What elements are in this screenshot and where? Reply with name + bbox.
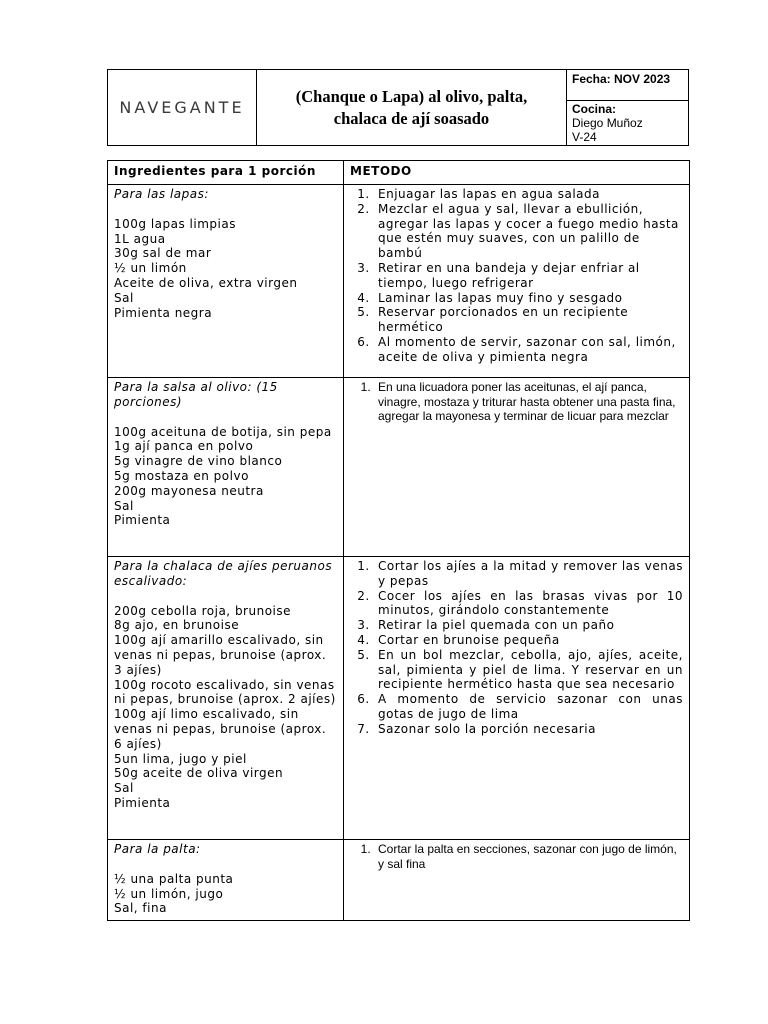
logo-cell (108, 70, 257, 145)
method-step: 1. Enjuagar las lapas en agua salada (374, 187, 683, 202)
ingredient-item: 100g ají limo escalivado, sin venas ni pepas, brunoise (aprox. 6 ajíes) (114, 707, 327, 751)
version-label: V-24 (572, 130, 597, 144)
date-field: Fecha: NOV 2023 (567, 70, 688, 101)
section-title: Para las lapas: (114, 187, 209, 201)
method-step: 3. Retirar la piel quemada con un paño (374, 618, 683, 633)
ingredient-item: 1g ají panca en polvo (114, 439, 254, 454)
ingredient-item: ½ una palta punta (114, 871, 234, 886)
ingredient-item: 5g vinagre de vino blanco (114, 454, 283, 469)
method-cell (344, 557, 690, 840)
method-step: 3. Retirar en una bandeja y dejar enfriar al tiempo, luego refrigerar (374, 261, 683, 291)
brand-logo: NAVEGANTE (119, 98, 245, 117)
method-cell (344, 378, 690, 557)
title-cell (257, 70, 567, 145)
ingredient-item: Sal (114, 781, 134, 796)
method-step: 5. Reservar porcionados en un recipiente hermético (374, 305, 683, 335)
ingredients-cell (108, 557, 344, 840)
meta-cell (567, 70, 688, 145)
method-step: 2. Cocer los ajíes en las brasas vivas por 10 minutos, girándolo constantemente (374, 589, 683, 619)
section-row-salsa-olivo (108, 378, 690, 557)
ingredient-item: Pimienta (114, 795, 171, 810)
ingredient-item: ½ un limón (114, 261, 187, 276)
ingredient-item: 200g cebolla roja, brunoise (114, 603, 292, 618)
method-step: 6. A momento de servicio sazonar con unas gotas de jugo de lima (374, 692, 683, 722)
ingredients-cell (108, 840, 344, 921)
method-step: 1. Cortar la palta en secciones, sazonar con jugo de limón, y sal fina (374, 842, 683, 871)
ingredient-item: 100g aceituna de botija, sin pepa (114, 424, 332, 439)
method-step: 1. En una licuadora poner las aceitunas, el ají panca, vinagre, mostaza y triturar hasta obtener una pasta fina, agregar la mayonesa y terminar de licuar para mezclar (374, 380, 683, 424)
method-steps (350, 842, 683, 871)
ingredients-cell (108, 378, 344, 557)
method-steps (350, 559, 683, 737)
ingredient-item: Sal (114, 290, 134, 305)
section-row-palta (108, 840, 690, 921)
table-header-row (108, 161, 690, 185)
section-title: Para la salsa al olivo: (15 porciones) (114, 380, 278, 409)
ingredient-item: 5un lima, jugo y piel (114, 751, 247, 766)
kitchen-info (567, 101, 688, 145)
ingredient-item: Pimienta (114, 513, 171, 528)
ingredient-item: 5g mostaza en polvo (114, 468, 249, 483)
method-step: 7. Sazonar solo la porción necesaria (374, 722, 683, 737)
method-steps (350, 187, 683, 365)
section-title: Para la palta: (114, 842, 201, 856)
section-title: Para la chalaca de ajíes peruanos escalivado: (114, 559, 333, 588)
cocina-label: Cocina: (572, 102, 617, 116)
ingredient-item: 100g ají amarillo escalivado, sin venas ni pepas, brunoise (aprox. 3 ajíes) (114, 633, 327, 677)
ingredient-item: Sal, fina (114, 901, 167, 916)
ingredient-item: 100g lapas limpias (114, 216, 236, 231)
ingredient-item: Sal (114, 498, 134, 513)
recipe-table (107, 160, 690, 921)
method-step: 1. Cortar los ajíes a la mitad y remover las venas y pepas (374, 559, 683, 589)
section-row-lapas (108, 185, 690, 378)
ingredient-item: Pimienta negra (114, 305, 213, 320)
method-steps (350, 380, 683, 424)
method-cell (344, 185, 690, 378)
method-column-header: METODO (344, 161, 690, 185)
ingredient-item: ½ un limón, jugo (114, 886, 224, 901)
ingredient-item: 30g sal de mar (114, 246, 212, 261)
section-row-chalaca (108, 557, 690, 840)
method-step: 6. Al momento de servir, sazonar con sal, limón, aceite de oliva y pimienta negra (374, 335, 683, 365)
ingredients-column-header: Ingredientes para 1 porción (108, 161, 344, 185)
ingredient-item: 50g aceite de oliva virgen (114, 766, 284, 781)
method-step: 4. Cortar en brunoise pequeña (374, 633, 683, 648)
method-step: 2. Mezclar el agua y sal, llevar a ebullición, agregar las lapas y cocer a fuego medio hasta que estén muy suaves, con un palillo de bambú (374, 202, 683, 261)
ingredient-item: 200g mayonesa neutra (114, 483, 264, 498)
method-step: 5. En un bol mezclar, cebolla, ajo, ajíes, aceite, sal, pimienta y piel de lima. Y reservar en un recipiente hermético hasta que sea necesario (374, 648, 683, 692)
method-cell (344, 840, 690, 921)
recipe-title: (Chanque o Lapa) al olivo, palta, chalaca de ají soasado (295, 86, 528, 128)
chef-name: Diego Muñoz (572, 116, 643, 130)
ingredients-cell (108, 185, 344, 378)
ingredient-item: Aceite de oliva, extra virgen (114, 275, 298, 290)
ingredient-item: 8g ajo, en brunoise (114, 618, 240, 633)
method-step: 4. Laminar las lapas muy fino y sesgado (374, 291, 683, 306)
ingredient-item: 1L agua (114, 231, 166, 246)
recipe-header (107, 69, 689, 146)
ingredient-item: 100g rocoto escalivado, sin venas ni pepas, brunoise (aprox. 2 ajíes) (114, 677, 336, 707)
